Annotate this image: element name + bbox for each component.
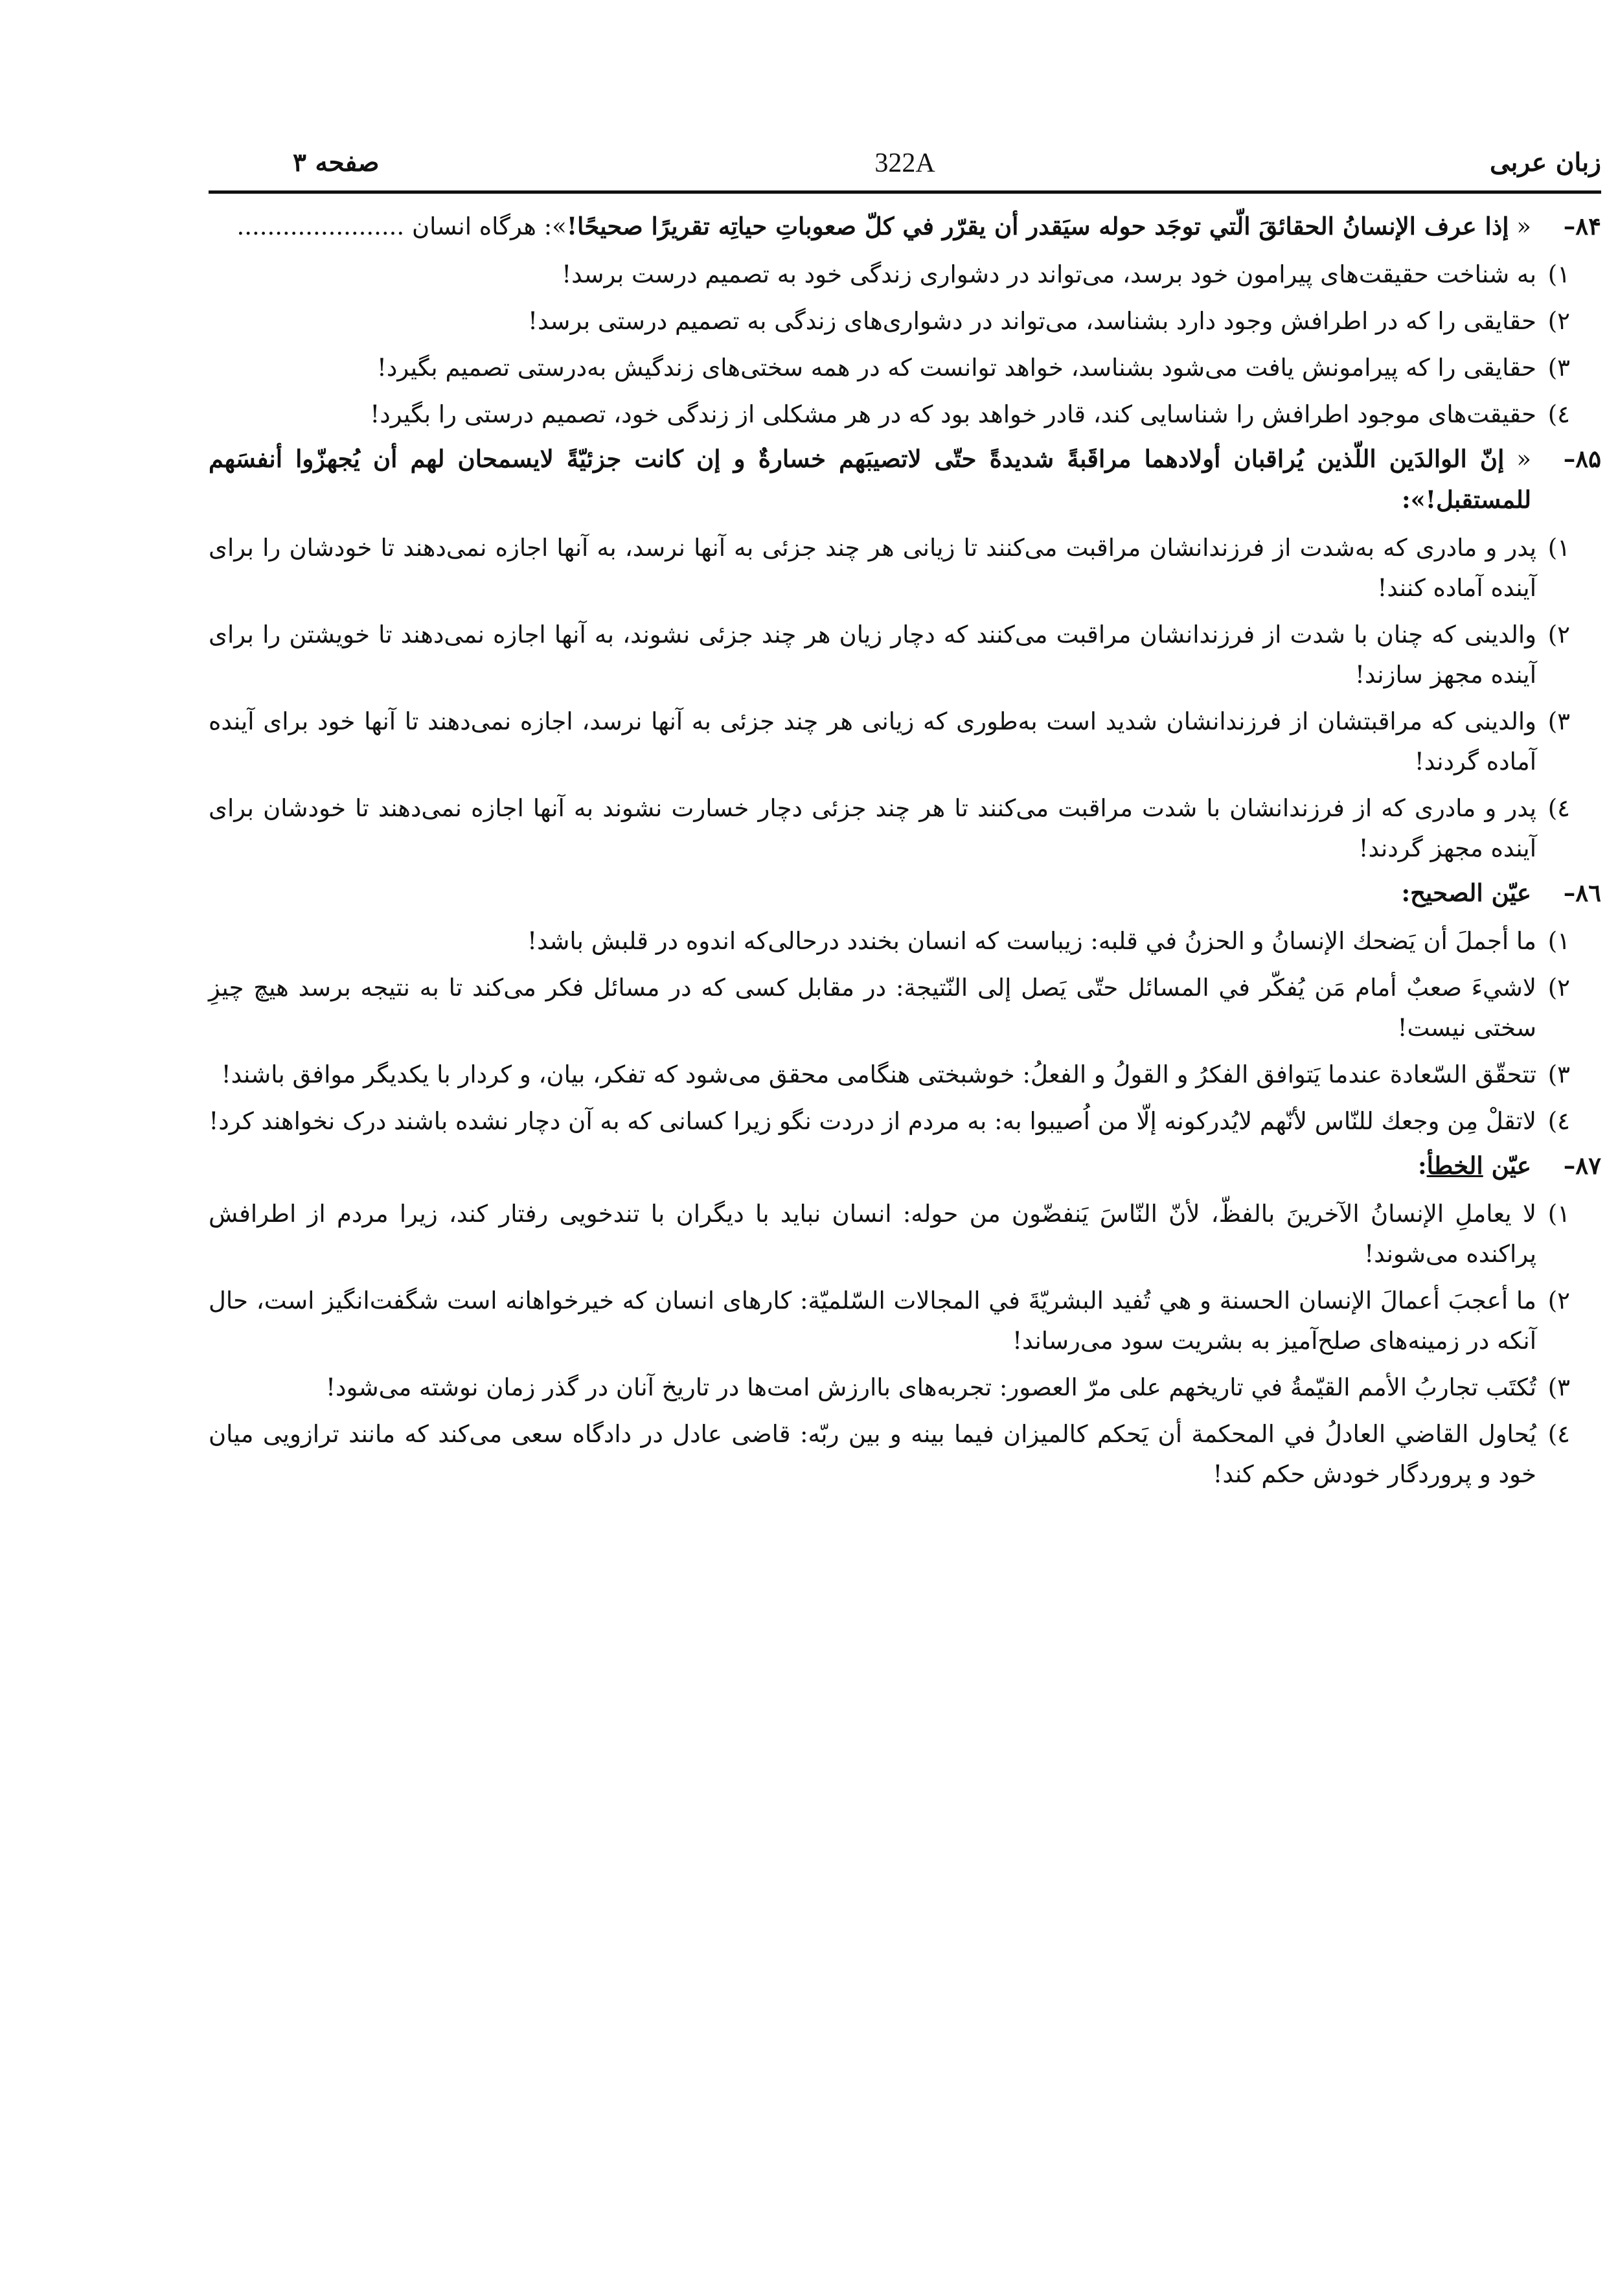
option-number: ۳) — [1547, 707, 1570, 735]
option-4[interactable] — [209, 1414, 1601, 1495]
option-4[interactable] — [209, 788, 1601, 869]
option-text: يُحاول القاضي العادلُ في المحكمة أن يَحكم كالميزان فيما بينه و بين ربّه: قاضی عادل در دادگاه سعی می‌کند که مانند ترازویی میان خود و پروردگار خودش حکم کند! — [209, 1420, 1536, 1488]
question-stem — [209, 439, 1601, 520]
question-85 — [209, 439, 1601, 869]
option-text: والدینی که مراقبتشان از فرزندانشان شدید است به‌طوری که زیانی هر چند جزئی به آنها نرسد، اجازه نمی‌دهند تا آنها خود برای آینده آماده گردند! — [209, 707, 1536, 775]
option-3[interactable] — [209, 702, 1601, 782]
option-number: ۳) — [1547, 1373, 1570, 1401]
options-list — [209, 1194, 1601, 1495]
option-2[interactable] — [209, 615, 1601, 695]
option-number: ۲) — [1547, 974, 1570, 1002]
option-number: ۳) — [1547, 1061, 1570, 1088]
option-3[interactable] — [209, 1055, 1601, 1095]
questions-area — [209, 206, 1601, 1495]
stem-instruction-prefix: عيّن — [1483, 1151, 1531, 1180]
stem-close: »: — [1401, 485, 1426, 514]
option-number: ۲) — [1547, 621, 1570, 649]
stem-open: « — [1509, 212, 1531, 240]
header-divider — [209, 190, 1601, 194]
question-84 — [209, 206, 1601, 435]
option-number: ٤) — [1547, 1107, 1570, 1135]
stem-open: « — [1504, 445, 1532, 473]
option-text: والدینی که چنان با شدت از فرزندانشان مراقبت می‌کنند که دچار زیان هر چند جزئی نشوند، به آنها اجازه نمی‌دهند تا خویشتن را برای آینده مجهز سازند! — [209, 621, 1536, 689]
question-stem — [209, 206, 1601, 247]
option-text: حقایقی را که پیرامونش یافت می‌شود بشناسد، خواهد توانست که در همه سختی‌های زندگیش به‌درستی تصمیم بگیرد! — [377, 354, 1536, 382]
stem-arabic-text: إنّ الوالدَين اللّذين يُراقبان أولادهما مراقَبةً شديدةً حتّى لاتصيبَهم خسارةٌ و إن كانت جزئيّةً لايسمحان لهم أن يُجهزّوا أنفسَهم للمستقبل! — [209, 444, 1531, 514]
options-list — [209, 255, 1601, 435]
option-number: ۱) — [1547, 260, 1570, 288]
option-number: ۲) — [1547, 307, 1570, 335]
option-text: ما أعجبَ أعمالَ الإنسان الحسنة و هي تُفيد البشريّةَ في المجالات السّلميّة: کارهای انسان که خیرخواهانه است شگفت‌انگیز است، حال آنکه در زمینه‌های صلح‌آمیز به بشریت سود می‌رساند! — [209, 1287, 1536, 1355]
option-4[interactable] — [209, 1101, 1601, 1142]
option-2[interactable] — [209, 968, 1601, 1048]
option-number: ۱) — [1547, 534, 1570, 562]
question-stem — [209, 873, 1601, 913]
option-text: ما أجملَ أن يَضحك الإنسانُ و الحزنُ في قلبه: زیباست که انسان بخندد درحالی‌که اندوه در قلبش باشد! — [527, 927, 1536, 955]
option-number: ٤) — [1547, 794, 1570, 822]
option-2[interactable] — [209, 301, 1601, 341]
question-stem — [209, 1145, 1601, 1186]
option-1[interactable] — [209, 921, 1601, 961]
option-text: لا يعاملِ الإنسانُ الآخرينَ بالفظّ، لأنّ النّاسَ يَنفضّون من حوله: انسان نباید با دیگران با تندخویی رفتار کند، زیرا مردم از اطرافش پراکنده می‌شوند! — [209, 1200, 1536, 1268]
option-text: پدر و مادری که از فرزندانشان با شدت مراقبت می‌کنند تا هر چند جزئی دچار خسارت نشوند به آنها اجازه نمی‌دهند تا خودشان برای آینده مجهز گردند! — [209, 794, 1536, 862]
stem-instruction: عيّن الصحيح: — [1401, 878, 1531, 907]
options-list — [209, 921, 1601, 1142]
option-text: حقایقی را که در اطرافش وجود دارد بشناسد، می‌تواند در دشواری‌های زندگی به تصمیم درستی برسد! — [528, 307, 1536, 335]
option-number: ۳) — [1547, 354, 1570, 382]
question-number: ۸۷– — [1563, 1151, 1601, 1180]
option-text: تُكتَب تجاربُ الأمم القيّمةُ في تاريخهم على مرّ العصور: تجربه‌های باارزش امت‌ها در تاریخ آنان در گذر زمان نوشته می‌شود! — [326, 1373, 1536, 1401]
option-2[interactable] — [209, 1281, 1601, 1361]
question-number: ۸۴– — [1563, 212, 1601, 240]
question-number: ۸۵– — [1563, 444, 1601, 473]
option-text: پدر و مادری که به‌شدت از فرزندانشان مراقبت می‌کنند تا زیانی هر چند جزئی به آنها نرسد، به آنها اجازه نمی‌دهند تا خودشان را برای آینده آماده کنند! — [209, 534, 1536, 602]
option-3[interactable] — [209, 348, 1601, 388]
stem-arabic-text: إذا عرف الإنسانُ الحقائقَ الّتي توجَد حوله سيَقدر أن يقرّر في كلّ صعوباتِ حياتِه تقريرًا صحيحًا! — [566, 212, 1509, 240]
stem-instruction-underlined: الخطأ — [1426, 1151, 1483, 1180]
option-1[interactable] — [209, 255, 1601, 295]
page-header — [209, 148, 1601, 187]
option-text: تتحقّق السّعادة عندما يَتوافق الفكرُ و القولُ و الفعلُ: خوشبختی هنگامی محقق می‌شود که تفکر، بیان، و کردار با یکدیگر موافق باشند! — [221, 1061, 1536, 1088]
exam-code: 322A — [874, 148, 935, 178]
option-3[interactable] — [209, 1368, 1601, 1408]
option-4[interactable] — [209, 395, 1601, 435]
option-number: ۱) — [1547, 1200, 1570, 1228]
option-text: حقیقت‌های موجود اطرافش را شناسایی کند، قادر خواهد بود که در هر مشکلی از زندگی خود، تصمیم درستی را بگیرد! — [370, 400, 1536, 428]
page-number: صفحه ۳ — [293, 148, 380, 178]
option-number: ۱) — [1547, 927, 1570, 955]
question-number: ۸٦– — [1563, 878, 1601, 907]
option-1[interactable] — [209, 528, 1601, 608]
option-text: لاتقلْ مِن وجعك للنّاس لأنّهم لايُدركونه إلّا من اُصيبوا به: به مردم از دردت نگو زیرا کسانی که به آن دچار نشده باشند درک نخواهند کرد! — [209, 1107, 1536, 1135]
option-text: لاشيءَ صعبٌ أمام مَن يُفكّر في المسائل حتّى يَصل إلى النّتيجة: در مقابل کسی که در مسائل فکر می‌کند تا به نتیجه برسد هیچ چیزِ سختی نیست! — [209, 974, 1536, 1042]
subject-title: زبان عربی — [1490, 148, 1601, 178]
stem-close: »: هرگاه انسان ...................... — [236, 212, 567, 240]
stem-instruction-suffix: : — [1417, 1151, 1427, 1180]
options-list — [209, 528, 1601, 869]
question-86 — [209, 873, 1601, 1142]
option-1[interactable] — [209, 1194, 1601, 1274]
option-number: ٤) — [1547, 1420, 1570, 1448]
option-text: به شناخت حقیقت‌های پیرامون خود برسد، می‌تواند در دشواری زندگی خود به تصمیم درست برسد! — [562, 260, 1536, 288]
option-number: ۲) — [1547, 1287, 1570, 1314]
question-87 — [209, 1145, 1601, 1495]
option-number: ٤) — [1547, 400, 1570, 428]
